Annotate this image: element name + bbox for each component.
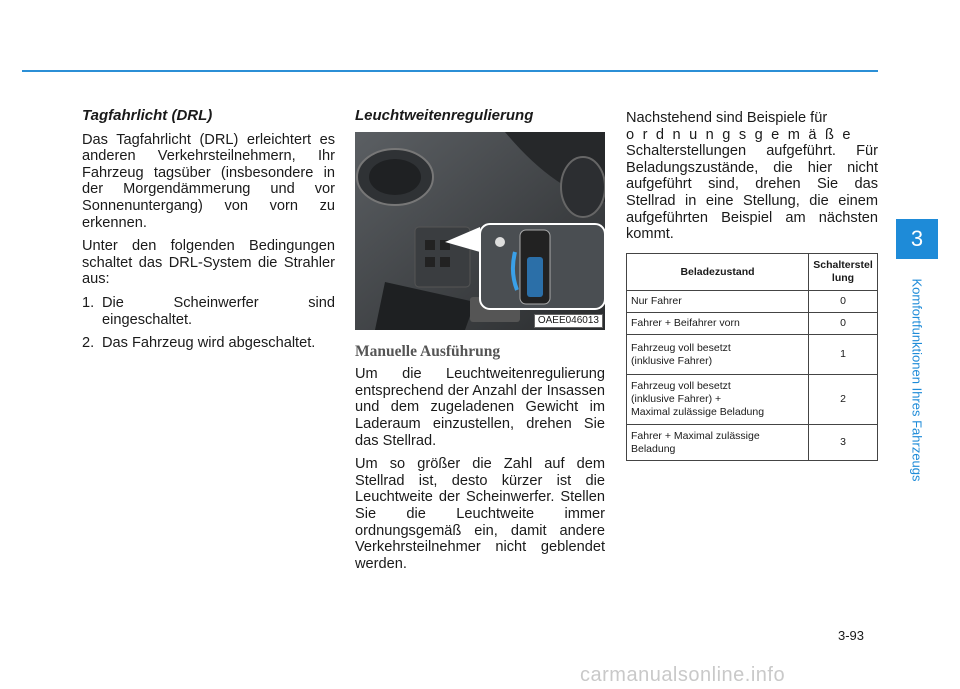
leveling-heading: Leuchtweitenregulierung <box>355 107 534 124</box>
drl-section <box>82 108 335 359</box>
list-item <box>82 295 335 328</box>
chapter-tab: 3 <box>896 219 938 259</box>
table-row <box>627 313 878 335</box>
load-cell: Nur Fahrer <box>627 291 809 313</box>
load-cell: Fahrer + Beifahrer vorn <box>627 313 809 335</box>
dashboard-switch-photo <box>355 132 605 330</box>
examples-section <box>626 110 878 243</box>
header-switch: Schalterstellung <box>809 254 878 291</box>
drl-paragraph-1: Das Tagfahrlicht (DRL) erleichtert es anderen Verkehrsteilnehmern, Ihr Fahrzeug tagsüber (insbesondere in der Morgendämmerung und vor Sonnenuntergang) von vorn zu erkennen. <box>82 131 335 231</box>
value-cell: 0 <box>809 291 878 313</box>
table-header-row <box>627 254 878 291</box>
load-cell: Fahrer + Maximal zulässige Beladung <box>627 425 809 461</box>
manual-version-heading: Manuelle Ausführung <box>355 342 501 360</box>
value-cell: 2 <box>809 375 878 425</box>
page-number: 3-93 <box>838 628 865 643</box>
list-text: Die Scheinwerfer sind eingeschaltet. <box>102 294 335 328</box>
header-load: Beladezustand <box>627 254 809 291</box>
table-row <box>627 375 878 425</box>
top-divider <box>22 70 878 72</box>
chapter-title: Komfortfunktionen Ihres Fahrzeugs <box>909 278 925 482</box>
drl-paragraph-2: Unter den folgenden Bedingungen schaltet das DRL-System die Strahler aus: <box>82 238 335 288</box>
list-text: Das Fahrzeug wird abgeschaltet. <box>102 335 316 352</box>
drl-heading: Tagfahrlicht (DRL) <box>82 107 213 124</box>
image-code: OAEE046013 <box>534 314 603 328</box>
value-cell: 3 <box>809 425 878 461</box>
watermark: carmanualsonline.info <box>580 664 786 686</box>
list-item <box>82 335 335 352</box>
value-cell: 1 <box>809 335 878 375</box>
value-cell: 0 <box>809 313 878 335</box>
headlight-leveling-section <box>355 108 605 579</box>
table-row <box>627 335 878 375</box>
load-table <box>626 253 878 461</box>
load-cell: Fahrzeug voll besetzt (inklusive Fahrer) <box>627 335 809 375</box>
table-row <box>627 425 878 461</box>
intro-line-1: Nachstehend sind Beispiele für <box>626 110 828 126</box>
intro-rest: Schalterstellungen aufgeführt. Für Beladungszustände, die hier nicht aufgeführt sind, drehen Sie das Stellrad in eine Stellung, die einem aufgeführten Beispiel am nächsten kommt. <box>626 143 878 243</box>
leveling-paragraph-1: Um die Leuchtweitenregulierung entsprechend der Anzahl der Insassen und dem zugeladenen Gewicht im Laderaum einzustellen, drehen Sie das Stellrad. <box>355 366 605 449</box>
intro-line-2: ordnungsgemäße <box>626 126 859 143</box>
dashboard-illustration <box>355 132 605 330</box>
load-cell: Fahrzeug voll besetzt (inklusive Fahrer) + Maximal zulässige Beladung <box>627 375 809 425</box>
list-number: 1. <box>82 294 95 311</box>
leveling-paragraph-2: Um so größer die Zahl auf dem Stellrad ist, desto kürzer ist die Leuchtweite der Scheinwerfer. Stellen Sie die Leuchtweite immer ordnungsgemäß ein, damit andere Verkehrsteilnehmer nicht geblendet werden. <box>355 456 605 572</box>
list-number: 2. <box>82 335 95 352</box>
table-row <box>627 291 878 313</box>
